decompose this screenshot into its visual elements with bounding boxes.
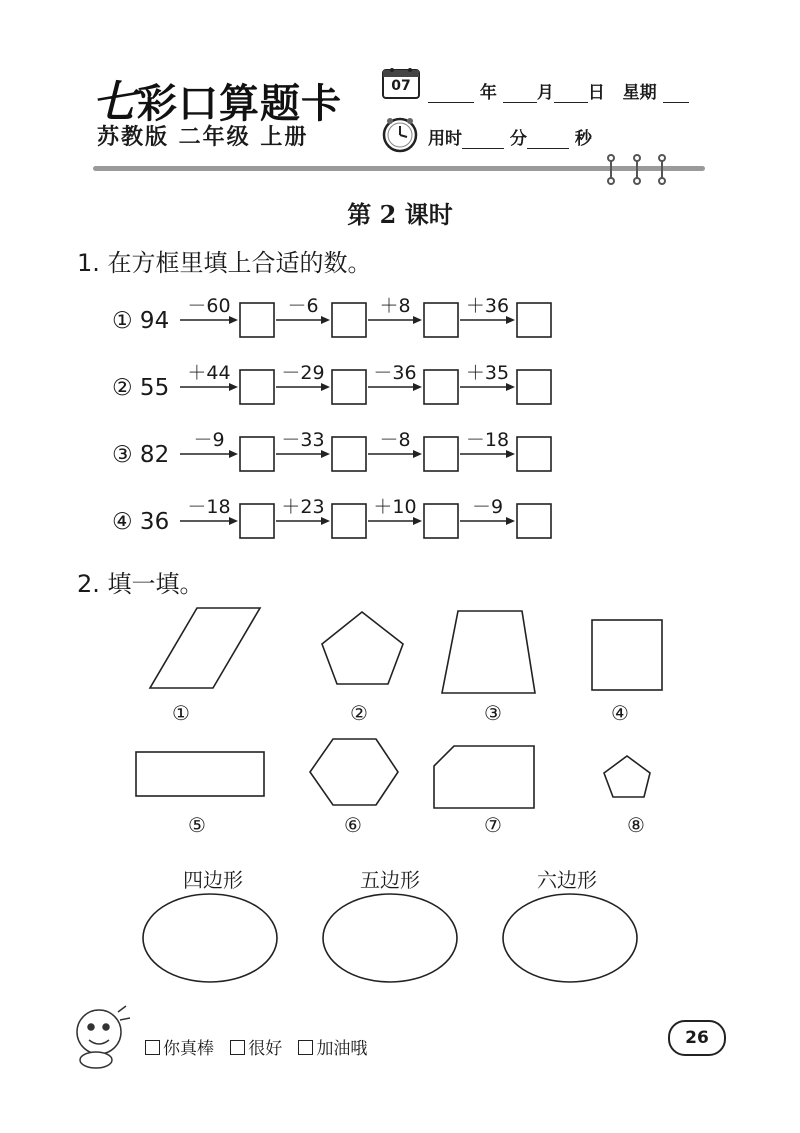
shape-3-trapezoid: [442, 611, 535, 693]
shape-label-8: ⑧: [627, 813, 645, 837]
rating-options: [145, 1034, 367, 1059]
operation-label: －9: [193, 429, 225, 451]
operation-label: －29: [281, 362, 325, 384]
shape-5-rectangle: [136, 752, 264, 796]
operation-label: －60: [187, 295, 231, 317]
category-label-pentagon: 五边形: [360, 868, 420, 892]
operation-label: －18: [187, 496, 231, 518]
category-label-quadrilateral: 四边形: [183, 868, 243, 892]
operation-label: －9: [471, 496, 504, 518]
operation-label: －6: [287, 295, 319, 317]
calendar-day: 07: [391, 78, 411, 94]
operation-label: －18: [465, 429, 510, 451]
edition-label: 苏教版 二年级 上册: [97, 125, 309, 150]
shape-label-2: ②: [350, 701, 368, 725]
shape-label-7: ⑦: [484, 813, 502, 837]
book-logo: 七彩口算题卡: [92, 77, 342, 128]
chain-start-label: ③ 82: [112, 442, 170, 468]
shape-8-small-pentagon: [604, 756, 650, 797]
shape-label-6: ⑥: [344, 813, 362, 837]
operation-label: ＋23: [281, 496, 325, 518]
operation-label: ＋10: [373, 496, 417, 518]
option-great[interactable]: 你真棒: [145, 1039, 214, 1059]
time-used-line: 用时 分 秒: [428, 129, 592, 149]
lesson-title: 第 2 课时: [347, 200, 453, 229]
category-label-hexagon: 六边形: [537, 868, 597, 892]
question-2-title: 2. 填一填。: [77, 570, 204, 598]
date-line: 年 月 日 星期: [428, 78, 689, 103]
question-1-title: 1. 在方框里填上合适的数。: [77, 249, 372, 277]
shape-label-3: ③: [484, 701, 502, 725]
answer-oval-quadrilateral[interactable]: [143, 894, 277, 982]
shape-label-5: ⑤: [188, 813, 206, 837]
shape-1-parallelogram: [150, 608, 260, 688]
shape-label-1: ①: [172, 701, 190, 725]
shape-7-cut-rectangle: [434, 746, 534, 808]
shape-4-square: [592, 620, 662, 690]
shape-2-pentagon: [322, 612, 403, 684]
page-number: 26: [668, 1020, 726, 1056]
chain-start-label: ① 94: [112, 308, 170, 334]
option-keep-going[interactable]: 加油哦: [298, 1039, 367, 1059]
operation-label: －33: [281, 429, 325, 451]
checkbox-great[interactable]: [145, 1040, 160, 1055]
answer-oval-hexagon[interactable]: [503, 894, 637, 982]
operation-label: ＋35: [465, 362, 510, 384]
operation-label: ＋8: [379, 295, 411, 317]
operation-label: ＋36: [465, 295, 510, 317]
option-good[interactable]: 很好: [230, 1039, 282, 1059]
chain-start-label: ② 55: [112, 375, 170, 401]
checkbox-keep-going[interactable]: [298, 1040, 313, 1055]
operation-label: －36: [373, 362, 417, 384]
shape-label-4: ④: [611, 701, 629, 725]
operation-label: －8: [379, 429, 411, 451]
answer-oval-pentagon[interactable]: [323, 894, 457, 982]
checkbox-good[interactable]: [230, 1040, 245, 1055]
shape-6-hexagon: [310, 739, 398, 805]
chain-start-label: ④ 36: [112, 509, 170, 535]
operation-label: ＋44: [187, 362, 231, 384]
